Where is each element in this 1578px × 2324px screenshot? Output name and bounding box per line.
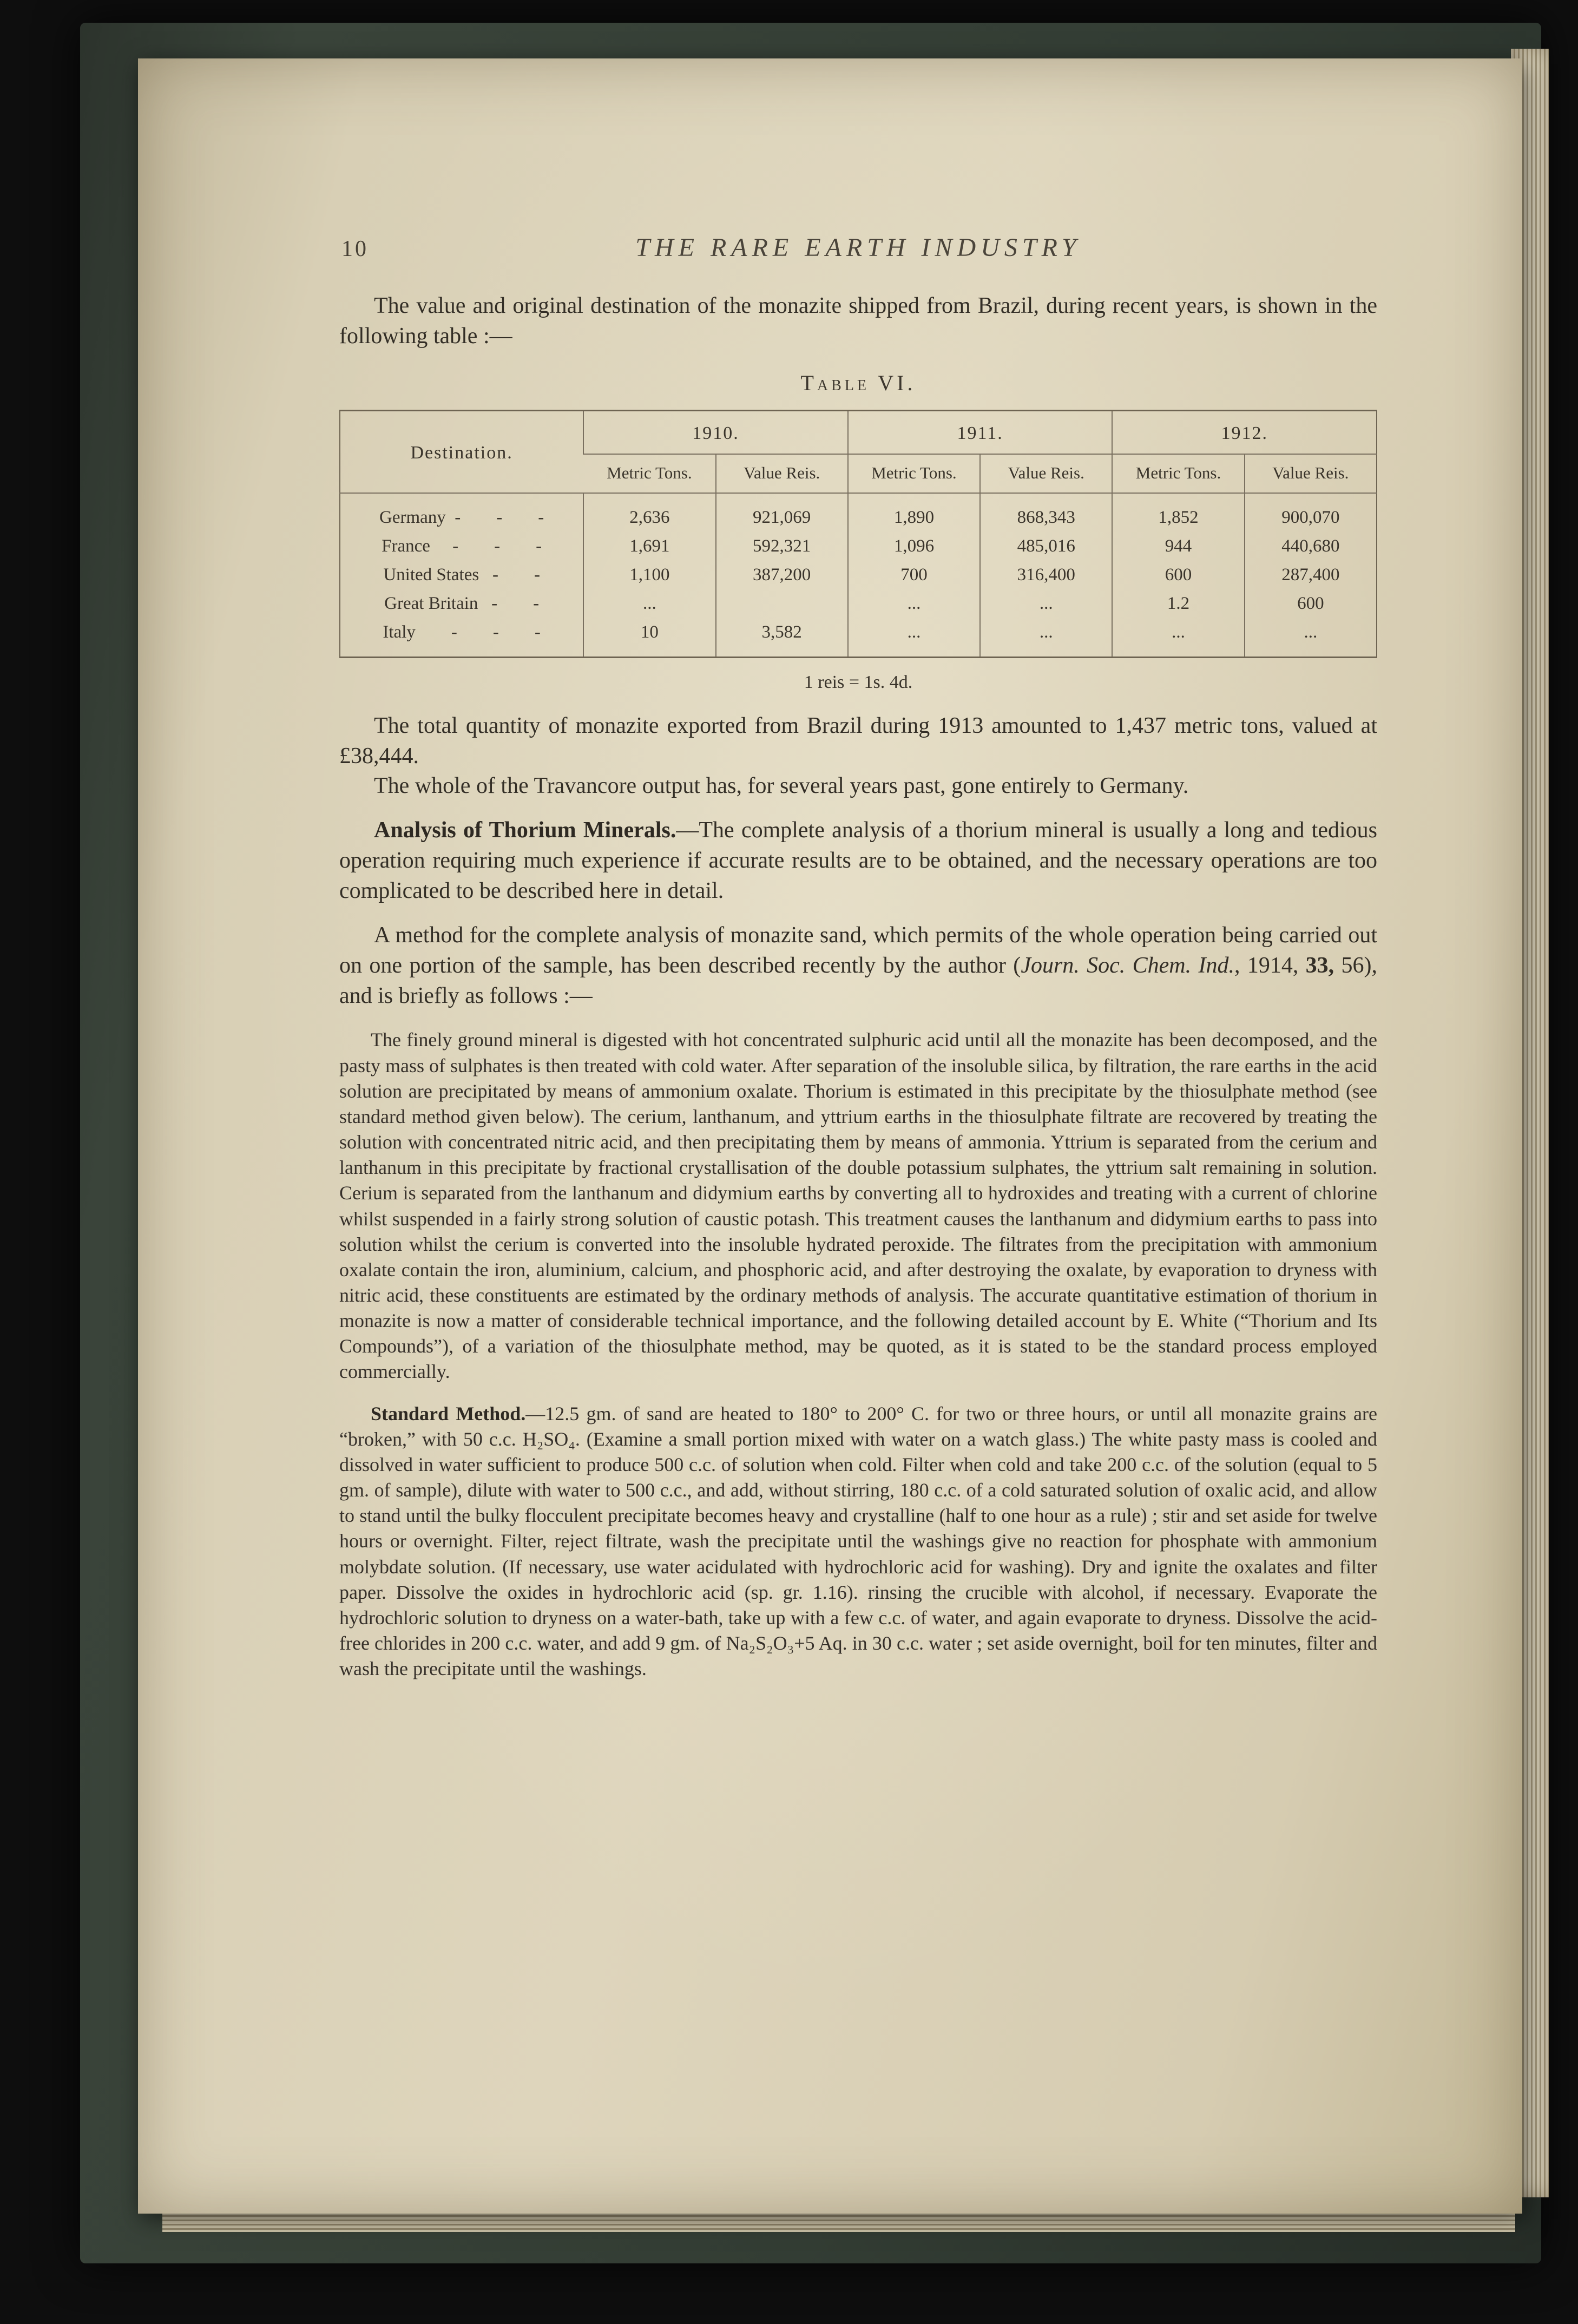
cell-value: 387,200 [716, 561, 848, 589]
cell-value: 2,636 [583, 493, 715, 532]
paragraph-travancore: The whole of the Travancore output has, for several years past, gone entirely to Germany. [374, 773, 1189, 799]
cell-value [716, 589, 848, 618]
cell-value: ... [583, 589, 715, 618]
cell-value: 600 [1245, 589, 1377, 618]
table-row-great-britain [340, 589, 1377, 618]
cell-value: 600 [1112, 561, 1244, 589]
journal-citation: Journ. Soc. Chem. Ind. [1021, 953, 1234, 978]
analysis-heading: Analysis of Thorium Minerals. [374, 818, 676, 843]
table-title: Table VI. [800, 370, 916, 395]
page-content [138, 58, 1522, 1682]
volume-number: 33, [1305, 953, 1334, 978]
cell-value: ... [980, 589, 1112, 618]
method-text-3: 56), and is briefly as follows :— [339, 953, 1378, 1008]
cell-value: 1,890 [848, 493, 980, 532]
paragraph-method [339, 921, 1377, 1012]
column-header-1912: 1912. [1112, 410, 1377, 454]
monazite-export-table [339, 410, 1377, 658]
book-page [138, 58, 1522, 2214]
cell-value: 900,070 [1245, 493, 1377, 532]
column-header-destination: Destination. [410, 442, 513, 463]
cell-value: ... [1245, 618, 1377, 658]
cell-value: 592,321 [716, 532, 848, 561]
paragraph-fine-detail: The finely ground mineral is digested with hot concentrated sulphuric acid until all the monazite has been decomposed, and the pasty mass of sulphates is then treated with cold water. After separation of the insoluble silica, by filtration, the rare earths in the acid solution are precipitated by means of ammonium oxalate. Thorium is estimated in this precipitate by the thiosulphate method (see standard method given below). The cerium, lanthanum, and yttrium earths in the thiosulphate filtrate are recovered by treating the solution with concentrated nitric acid, and then precipitating them by means of ammonia. Yttrium is separated from the cerium and lanthanum in this precipitate by fractional crystallisation of the double potassium sulphates, the yttrium salt remaining in solution. Cerium is separated from the lanthanum and didymium earths by converting all to hydroxides and treating with a current of chlorine whilst suspended in a fairly strong solution of caustic potash. This treatment causes the lanthanum and didymium earths to pass into solution whilst the cerium is converted into the insoluble hydrated peroxide. The filtrates from the precipitation with ammonium oxalate contain the iron, aluminium, calcium, and phosphoric acid, and after destroying the oxalate, by evaporation to dryness with nitric acid, these constituents are estimated by the ordinary methods of analysis. The accurate quantitative estimation of thorium in monazite is now a matter of considerable technical importance, and the following detailed account by E. White (“Thorium and Its Compounds”), of a variation of the thiosulphate method, may be quoted, as it is stated to be the standard process employed commercially. [339, 1029, 1377, 1383]
cell-value: ... [848, 618, 980, 658]
table-row-italy [340, 618, 1377, 658]
cell-value: 1.2 [1112, 589, 1244, 618]
cell-value: 1,100 [583, 561, 715, 589]
running-header: THE RARE EARTH INDUSTRY [635, 233, 1081, 262]
method-text-2: , 1914, [1234, 953, 1306, 978]
intro-paragraph: The value and original destination of the monazite shipped from Brazil, during recent years, is shown in the following table :— [339, 293, 1377, 349]
paragraph-standard-method [339, 1401, 1377, 1682]
analysis-text: —The complete analysis of a thorium mineral is usually a long and tedious operation requiring much experience if accurate results are to be obtained, and the necessary operations are too complicated to be described here in detail. [339, 818, 1377, 904]
paragraph-total-quantity: The total quantity of monazite exported from Brazil during 1913 amounted to 1,437 metric tons, valued at £38,444. [339, 713, 1377, 769]
cell-value: ... [980, 618, 1112, 658]
standard-method-text: —12.5 gm. of sand are heated to 180° to 200° C. for two or three hours, or until all monazite grains are “broken,” with 50 c.c. H₂SO₄. (Examine a small portion mixed with water on a watch glass.) The white pasty mass is cooled and dissolved in water sufficient to produce 500 c.c. of solution when cold. Filter when cold and take 200 c.c. of the solution (equal to 5 gm. of sample), dilute with water to 500 c.c., and add, without stirring, 180 c.c. of a cold saturated solution of oxalic acid, and allow to stand until the bulky flocculent precipitate becomes heavy and crystalline (half to one hour as a rule) ; stir and set aside for twelve hours or overnight. Filter, reject filtrate, wash the precipitate until the washings give no reaction for phosphate with ammonium molybdate solution. (If necessary, use water acidulated with hydrochloric acid for washing). Dry and ignite the oxalates and filter paper. Dissolve the oxides in hydrochloric acid (sp. gr. 1.16). rinsing the crucible with alcohol, if necessary. Evaporate the hydrochloric solution to dryness on a water-bath, take up with a few c.c. of water, and again evaporate to dryness. Dissolve the acid-free chlorides in 200 c.c. water, and add 9 gm. of Na₂S₂O₃+5 Aq. in 30 c.c. water ; set aside overnight, boil for ten minutes, filter and wash the precipitate until the washings. [339, 1402, 1377, 1680]
table-footnote: 1 reis = 1s. 4d. [804, 672, 913, 692]
cell-value: ... [848, 589, 980, 618]
subheader-value-reis-1910: Value Reis. [716, 454, 848, 493]
cell-destination: Great Britain - - [384, 593, 540, 613]
cell-value: 921,069 [716, 493, 848, 532]
cell-value: 868,343 [980, 493, 1112, 532]
page-header [339, 233, 1377, 271]
cell-value: 1,852 [1112, 493, 1244, 532]
table-row-germany [340, 493, 1377, 532]
column-header-1910: 1910. [583, 410, 848, 454]
cell-value: 1,691 [583, 532, 715, 561]
cell-value: 944 [1112, 532, 1244, 561]
cell-value: 316,400 [980, 561, 1112, 589]
cell-value: ... [1112, 618, 1244, 658]
cell-value: 3,582 [716, 618, 848, 658]
method-text-1: A method for the complete analysis of monazite sand, which permits of the whole operation being carried out on one portion of the sample, has been described recently by the author ( [339, 922, 1377, 978]
paragraph-analysis [339, 816, 1377, 907]
cell-value: 485,016 [980, 532, 1112, 561]
cell-destination: Italy - - - [383, 622, 541, 642]
cell-value: 10 [583, 618, 715, 658]
cell-destination: United States - - [383, 564, 540, 585]
subheader-metric-tons-1911: Metric Tons. [848, 454, 980, 493]
cell-destination: Germany - - - [340, 493, 583, 532]
page-number: 10 [341, 237, 369, 261]
standard-method-heading: Standard Method. [371, 1402, 526, 1424]
cell-value: 1,096 [848, 532, 980, 561]
column-header-1911: 1911. [848, 410, 1113, 454]
subheader-value-reis-1912: Value Reis. [1245, 454, 1377, 493]
cell-value: 700 [848, 561, 980, 589]
table-header-years [340, 410, 1377, 454]
subheader-metric-tons-1912: Metric Tons. [1112, 454, 1244, 493]
table-row-united-states [340, 561, 1377, 589]
subheader-metric-tons-1910: Metric Tons. [583, 454, 715, 493]
table-row-france [340, 532, 1377, 561]
cell-destination: France - - - [382, 536, 542, 556]
cell-value: 287,400 [1245, 561, 1377, 589]
cell-value: 440,680 [1245, 532, 1377, 561]
subheader-value-reis-1911: Value Reis. [980, 454, 1112, 493]
